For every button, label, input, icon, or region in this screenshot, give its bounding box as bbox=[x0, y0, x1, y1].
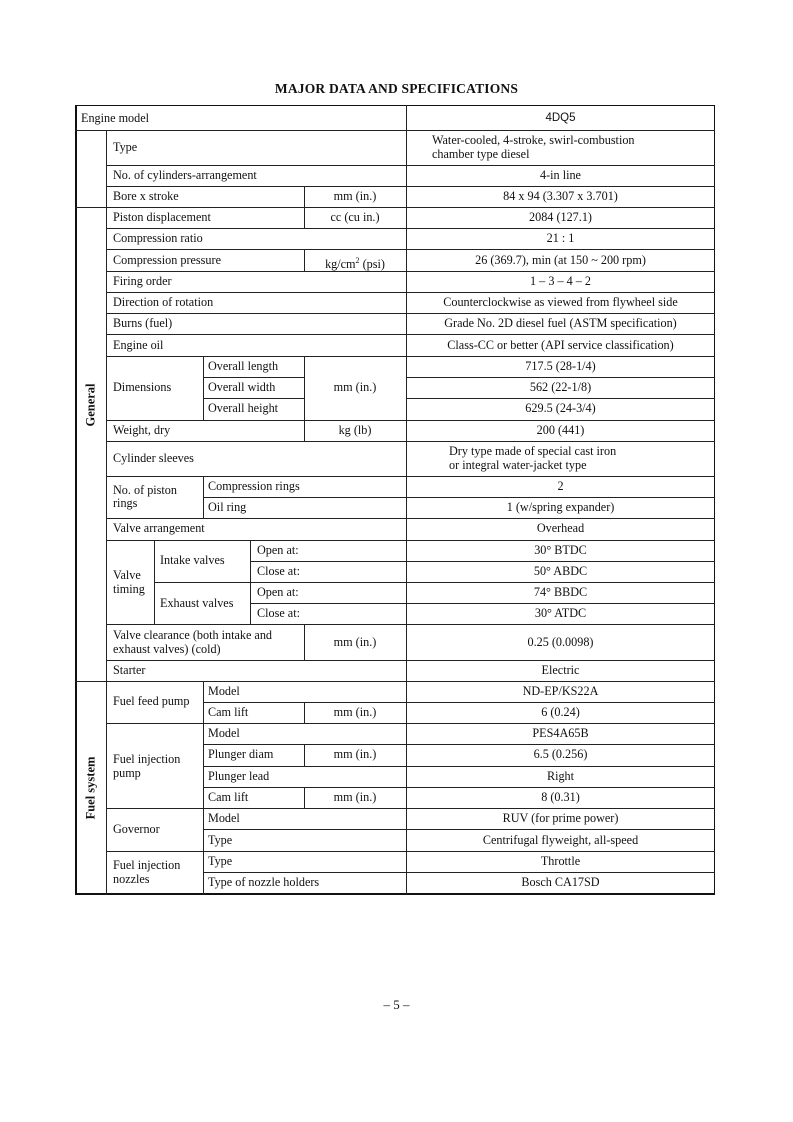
compression-ratio-label: Compression ratio bbox=[113, 231, 203, 245]
compression-ratio-value: 21 : 1 bbox=[546, 231, 575, 245]
unit-mm: mm (in.) bbox=[333, 705, 377, 719]
divider bbox=[106, 624, 715, 625]
divider bbox=[106, 165, 715, 166]
open-at-label: Open at: bbox=[257, 543, 299, 557]
oil-ring-label: Oil ring bbox=[208, 500, 247, 514]
intake-open-value: 30° BTDC bbox=[534, 543, 587, 557]
fuel-value: Grade No. 2D diesel fuel (ASTM specification) bbox=[444, 316, 677, 330]
rotation-value: Counterclockwise as viewed from flywheel side bbox=[443, 295, 678, 309]
valve-arrangement-value: Overhead bbox=[536, 521, 585, 535]
divider bbox=[203, 356, 204, 420]
nozzle-holders-label: Type of nozzle holders bbox=[208, 875, 320, 889]
fip-model-value: PES4A65B bbox=[532, 726, 589, 740]
divider bbox=[203, 476, 204, 518]
compression-rings-value: 2 bbox=[557, 479, 564, 493]
fip-plunger-lead-label: Plunger lead bbox=[208, 769, 270, 783]
dimensions-label: Dimensions bbox=[113, 380, 172, 394]
valve-clearance-value: 0.25 (0.0098) bbox=[527, 635, 594, 649]
unit-cc: cc (cu in.) bbox=[330, 210, 380, 224]
fip-plunger-lead-value: Right bbox=[546, 769, 575, 783]
divider bbox=[203, 497, 715, 498]
divider bbox=[203, 872, 715, 873]
divider bbox=[203, 702, 715, 703]
gov-model-value: RUV (for prime power) bbox=[502, 811, 619, 825]
divider bbox=[203, 829, 715, 830]
divider bbox=[106, 441, 715, 442]
section-label-fuel-system: Fuel system bbox=[83, 756, 98, 820]
oil-value: Class-CC or better (API service classification) bbox=[447, 338, 674, 352]
nozzles-label: Fuel injection bbox=[113, 858, 181, 872]
ffp-cam-lift-label: Cam lift bbox=[208, 705, 249, 719]
gov-type-value: Centrifugal flyweight, all-speed bbox=[482, 833, 639, 847]
compression-pressure-value: 26 (369.7), min (at 150 ~ 200 rpm) bbox=[475, 253, 646, 267]
divider bbox=[203, 377, 304, 378]
starter-label: Starter bbox=[113, 663, 146, 677]
close-at-label: Close at: bbox=[257, 606, 300, 620]
sleeves-value: or integral water-jacket type bbox=[449, 458, 587, 472]
oil-label: Engine oil bbox=[113, 338, 164, 352]
fip-plunger-diam-value: 6.5 (0.256) bbox=[533, 747, 588, 761]
divider bbox=[106, 660, 715, 661]
intake-valves-label: Intake valves bbox=[160, 553, 225, 567]
overall-height-label: Overall height bbox=[208, 401, 279, 415]
fip-cam-lift-value: 8 (0.31) bbox=[541, 790, 580, 804]
unit-mm: mm (in.) bbox=[333, 747, 377, 761]
valve-timing-label: timing bbox=[113, 582, 145, 596]
divider bbox=[106, 476, 715, 477]
divider bbox=[203, 766, 715, 767]
close-at-label: Close at: bbox=[257, 564, 300, 578]
overall-width-label: Overall width bbox=[208, 380, 276, 394]
page-number: – 5 – bbox=[383, 997, 410, 1012]
unit-mm: mm (in.) bbox=[333, 380, 377, 394]
sleeves-label: Cylinder sleeves bbox=[113, 451, 194, 465]
weight-label: Weight, dry bbox=[113, 423, 171, 437]
divider bbox=[203, 398, 304, 399]
gov-model-label: Model bbox=[208, 811, 240, 825]
overall-width-value: 562 (22-1/8) bbox=[529, 380, 592, 394]
divider bbox=[106, 186, 715, 187]
fip-plunger-diam-label: Plunger diam bbox=[208, 747, 274, 761]
injection-pump-label: Fuel injection bbox=[113, 752, 181, 766]
divider bbox=[250, 540, 251, 624]
piston-rings-label: No. of piston bbox=[113, 483, 177, 497]
fip-model-label: Model bbox=[208, 726, 240, 740]
overall-length-value: 717.5 (28-1/4) bbox=[525, 359, 596, 373]
divider bbox=[203, 744, 715, 745]
exhaust-open-value: 74° BBDC bbox=[533, 585, 588, 599]
divider bbox=[75, 130, 715, 131]
ffp-model-value: ND-EP/KS22A bbox=[522, 684, 599, 698]
intake-close-value: 50° ABDC bbox=[533, 564, 588, 578]
starter-value: Electric bbox=[541, 663, 580, 677]
compression-rings-label: Compression rings bbox=[208, 479, 300, 493]
gov-type-label: Type bbox=[208, 833, 233, 847]
compression-pressure-label: Compression pressure bbox=[113, 253, 221, 267]
divider bbox=[75, 681, 715, 682]
divider bbox=[106, 808, 715, 809]
engine-model-label: Engine model bbox=[81, 111, 150, 125]
valve-timing-label: Valve bbox=[113, 568, 141, 582]
fuel-feed-pump-label: Fuel feed pump bbox=[113, 694, 190, 708]
unit-mm: mm (in.) bbox=[333, 189, 377, 203]
firing-order-value: 1 – 3 – 4 – 2 bbox=[530, 274, 591, 288]
divider bbox=[75, 207, 715, 208]
valve-arrangement-label: Valve arrangement bbox=[113, 521, 205, 535]
section-label-general: General bbox=[83, 383, 98, 427]
divider bbox=[250, 603, 715, 604]
divider bbox=[106, 271, 715, 272]
page-title: MAJOR DATA AND SPECIFICATIONS bbox=[274, 81, 519, 96]
divider bbox=[406, 377, 715, 378]
nozzle-holders-value: Bosch CA17SD bbox=[521, 875, 600, 889]
rotation-label: Direction of rotation bbox=[113, 295, 214, 309]
exhaust-valves-label: Exhaust valves bbox=[160, 596, 234, 610]
divider bbox=[106, 723, 715, 724]
overall-height-value: 629.5 (24-3/4) bbox=[525, 401, 596, 415]
divider bbox=[106, 313, 715, 314]
type-label: Type bbox=[113, 140, 138, 154]
displacement-value: 2084 (127.1) bbox=[529, 210, 592, 224]
ffp-model-label: Model bbox=[208, 684, 240, 698]
divider bbox=[106, 851, 715, 852]
exhaust-close-value: 30° ATDC bbox=[534, 606, 587, 620]
unit-mm: mm (in.) bbox=[333, 635, 377, 649]
fip-cam-lift-label: Cam lift bbox=[208, 790, 249, 804]
valve-clearance-label: Valve clearance (both intake and bbox=[113, 628, 273, 642]
divider bbox=[106, 249, 715, 250]
displacement-label: Piston displacement bbox=[113, 210, 211, 224]
divider bbox=[154, 540, 155, 624]
bore-value: 84 x 94 (3.307 x 3.701) bbox=[503, 189, 618, 203]
sleeves-value: Dry type made of special cast iron bbox=[449, 444, 617, 458]
valve-clearance-label: exhaust valves) (cold) bbox=[113, 642, 221, 656]
divider bbox=[106, 292, 715, 293]
governor-label: Governor bbox=[113, 822, 160, 836]
fuel-label: Burns (fuel) bbox=[113, 316, 173, 330]
divider bbox=[106, 130, 107, 895]
open-at-label: Open at: bbox=[257, 585, 299, 599]
bore-label: Bore x stroke bbox=[113, 189, 179, 203]
cylinders-label: No. of cylinders-arrangement bbox=[113, 168, 257, 182]
divider bbox=[154, 582, 715, 583]
weight-value: 200 (441) bbox=[536, 423, 585, 437]
unit-kg: kg (lb) bbox=[338, 423, 372, 437]
divider bbox=[106, 420, 715, 421]
piston-rings-label: rings bbox=[113, 496, 138, 510]
divider bbox=[106, 540, 715, 541]
firing-order-label: Firing order bbox=[113, 274, 172, 288]
overall-length-label: Overall length bbox=[208, 359, 279, 373]
nozzle-type-value: Throttle bbox=[540, 854, 581, 868]
injection-pump-label: pump bbox=[113, 766, 141, 780]
divider bbox=[106, 228, 715, 229]
divider bbox=[106, 334, 715, 335]
type-value: chamber type diesel bbox=[432, 147, 530, 161]
nozzles-label: nozzles bbox=[113, 872, 150, 886]
divider bbox=[106, 356, 715, 357]
divider bbox=[250, 561, 715, 562]
divider bbox=[406, 398, 715, 399]
cylinders-value: 4-in line bbox=[540, 168, 581, 182]
type-value: Water-cooled, 4-stroke, swirl-combustion bbox=[432, 133, 635, 147]
unit-mm: mm (in.) bbox=[333, 790, 377, 804]
ffp-cam-lift-value: 6 (0.24) bbox=[541, 705, 580, 719]
divider bbox=[203, 681, 204, 895]
nozzle-type-label: Type bbox=[208, 854, 233, 868]
divider bbox=[106, 518, 715, 519]
unit-kg-cm2: $kg/cm^2$ (psi) bbox=[325, 256, 385, 272]
oil-ring-value: 1 (w/spring expander) bbox=[506, 500, 615, 514]
engine-model-value: 4DQ5 bbox=[545, 112, 576, 124]
divider bbox=[203, 787, 715, 788]
